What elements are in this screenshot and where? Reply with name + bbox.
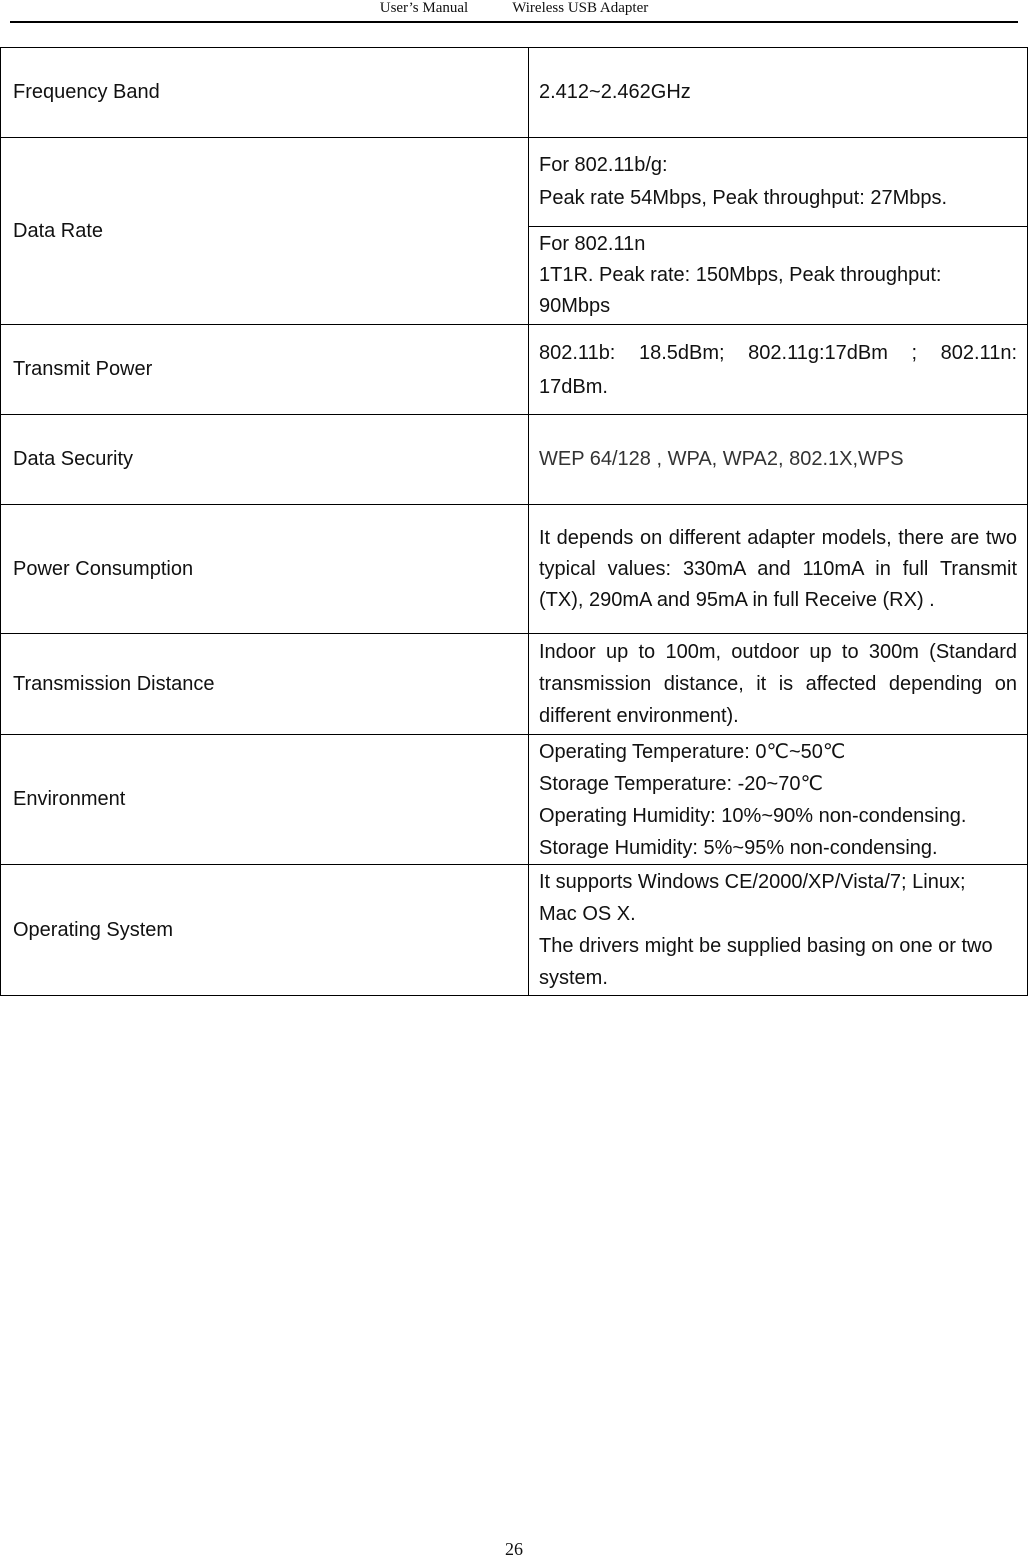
table-row	[1, 48, 1028, 138]
value-line: The drivers might be supplied basing on one or two system.	[539, 935, 993, 989]
page-header	[10, 0, 1018, 23]
row-label: Operating System	[1, 865, 529, 996]
value-text: It depends on different adapter models, there are two typical values: 330mA and 110mA in full Transmit (TX), 290mA and 95mA in full Receive (RX) .	[539, 526, 1017, 611]
row-value	[529, 138, 1028, 227]
value-line: 17dBm.	[539, 375, 608, 398]
value-line: 2.412~2.462GHz	[539, 81, 691, 103]
table-row	[1, 415, 1028, 505]
row-value	[529, 505, 1028, 634]
value-line: 1T1R. Peak rate: 150Mbps, Peak throughput:	[539, 264, 942, 286]
table-row	[1, 634, 1028, 735]
header-product-title: Wireless USB Adapter	[512, 0, 649, 16]
row-label: Data Rate	[1, 138, 529, 325]
page-number: 26	[505, 1539, 523, 1559]
value-line: Peak rate 54Mbps, Peak throughput: 27Mbps.	[539, 187, 948, 209]
row-label: Transmission Distance	[1, 634, 529, 735]
row-label: Frequency Band	[1, 48, 529, 138]
table-row	[1, 865, 1028, 996]
row-label: Transmit Power	[1, 325, 529, 415]
value-line: Operating Humidity: 10%~90% non-condensing.	[539, 804, 967, 827]
row-label: Power Consumption	[1, 505, 529, 634]
value-line: 90Mbps	[539, 295, 611, 317]
table-row	[1, 325, 1028, 415]
value-line: Storage Temperature: -20~70℃	[539, 772, 823, 795]
table-row	[1, 735, 1028, 865]
row-value	[529, 415, 1028, 505]
row-value	[529, 735, 1028, 865]
row-value	[529, 48, 1028, 138]
value-line: Operating Temperature: 0℃~50℃	[539, 740, 846, 763]
header-manual-title: User’s Manual	[379, 0, 469, 16]
table-row	[1, 505, 1028, 634]
value-line: It supports Windows CE/2000/XP/Vista/7; Linux;	[539, 871, 966, 893]
spec-table	[0, 47, 1028, 996]
row-label: Environment	[1, 735, 529, 865]
row-label: Data Security	[1, 415, 529, 505]
value-line: Storage Humidity: 5%~95% non-condensing.	[539, 836, 938, 859]
row-value	[529, 634, 1028, 735]
table-row	[1, 138, 1028, 227]
value-line: Mac OS X.	[539, 903, 636, 925]
value-line: For 802.11n	[539, 233, 646, 255]
row-value	[529, 227, 1028, 325]
value-line: 802.11b: 18.5dBm; 802.11g:17dBm ; 802.11n:	[539, 341, 1017, 364]
row-value	[529, 325, 1028, 415]
row-value	[529, 865, 1028, 996]
value-line: WEP 64/128 , WPA, WPA2, 802.1X,WPS	[539, 448, 904, 470]
value-text: Indoor up to 100m, outdoor up to 300m (Standard transmission distance, it is affected depending on different environment).	[539, 641, 1017, 727]
value-line: For 802.11b/g:	[539, 154, 668, 176]
